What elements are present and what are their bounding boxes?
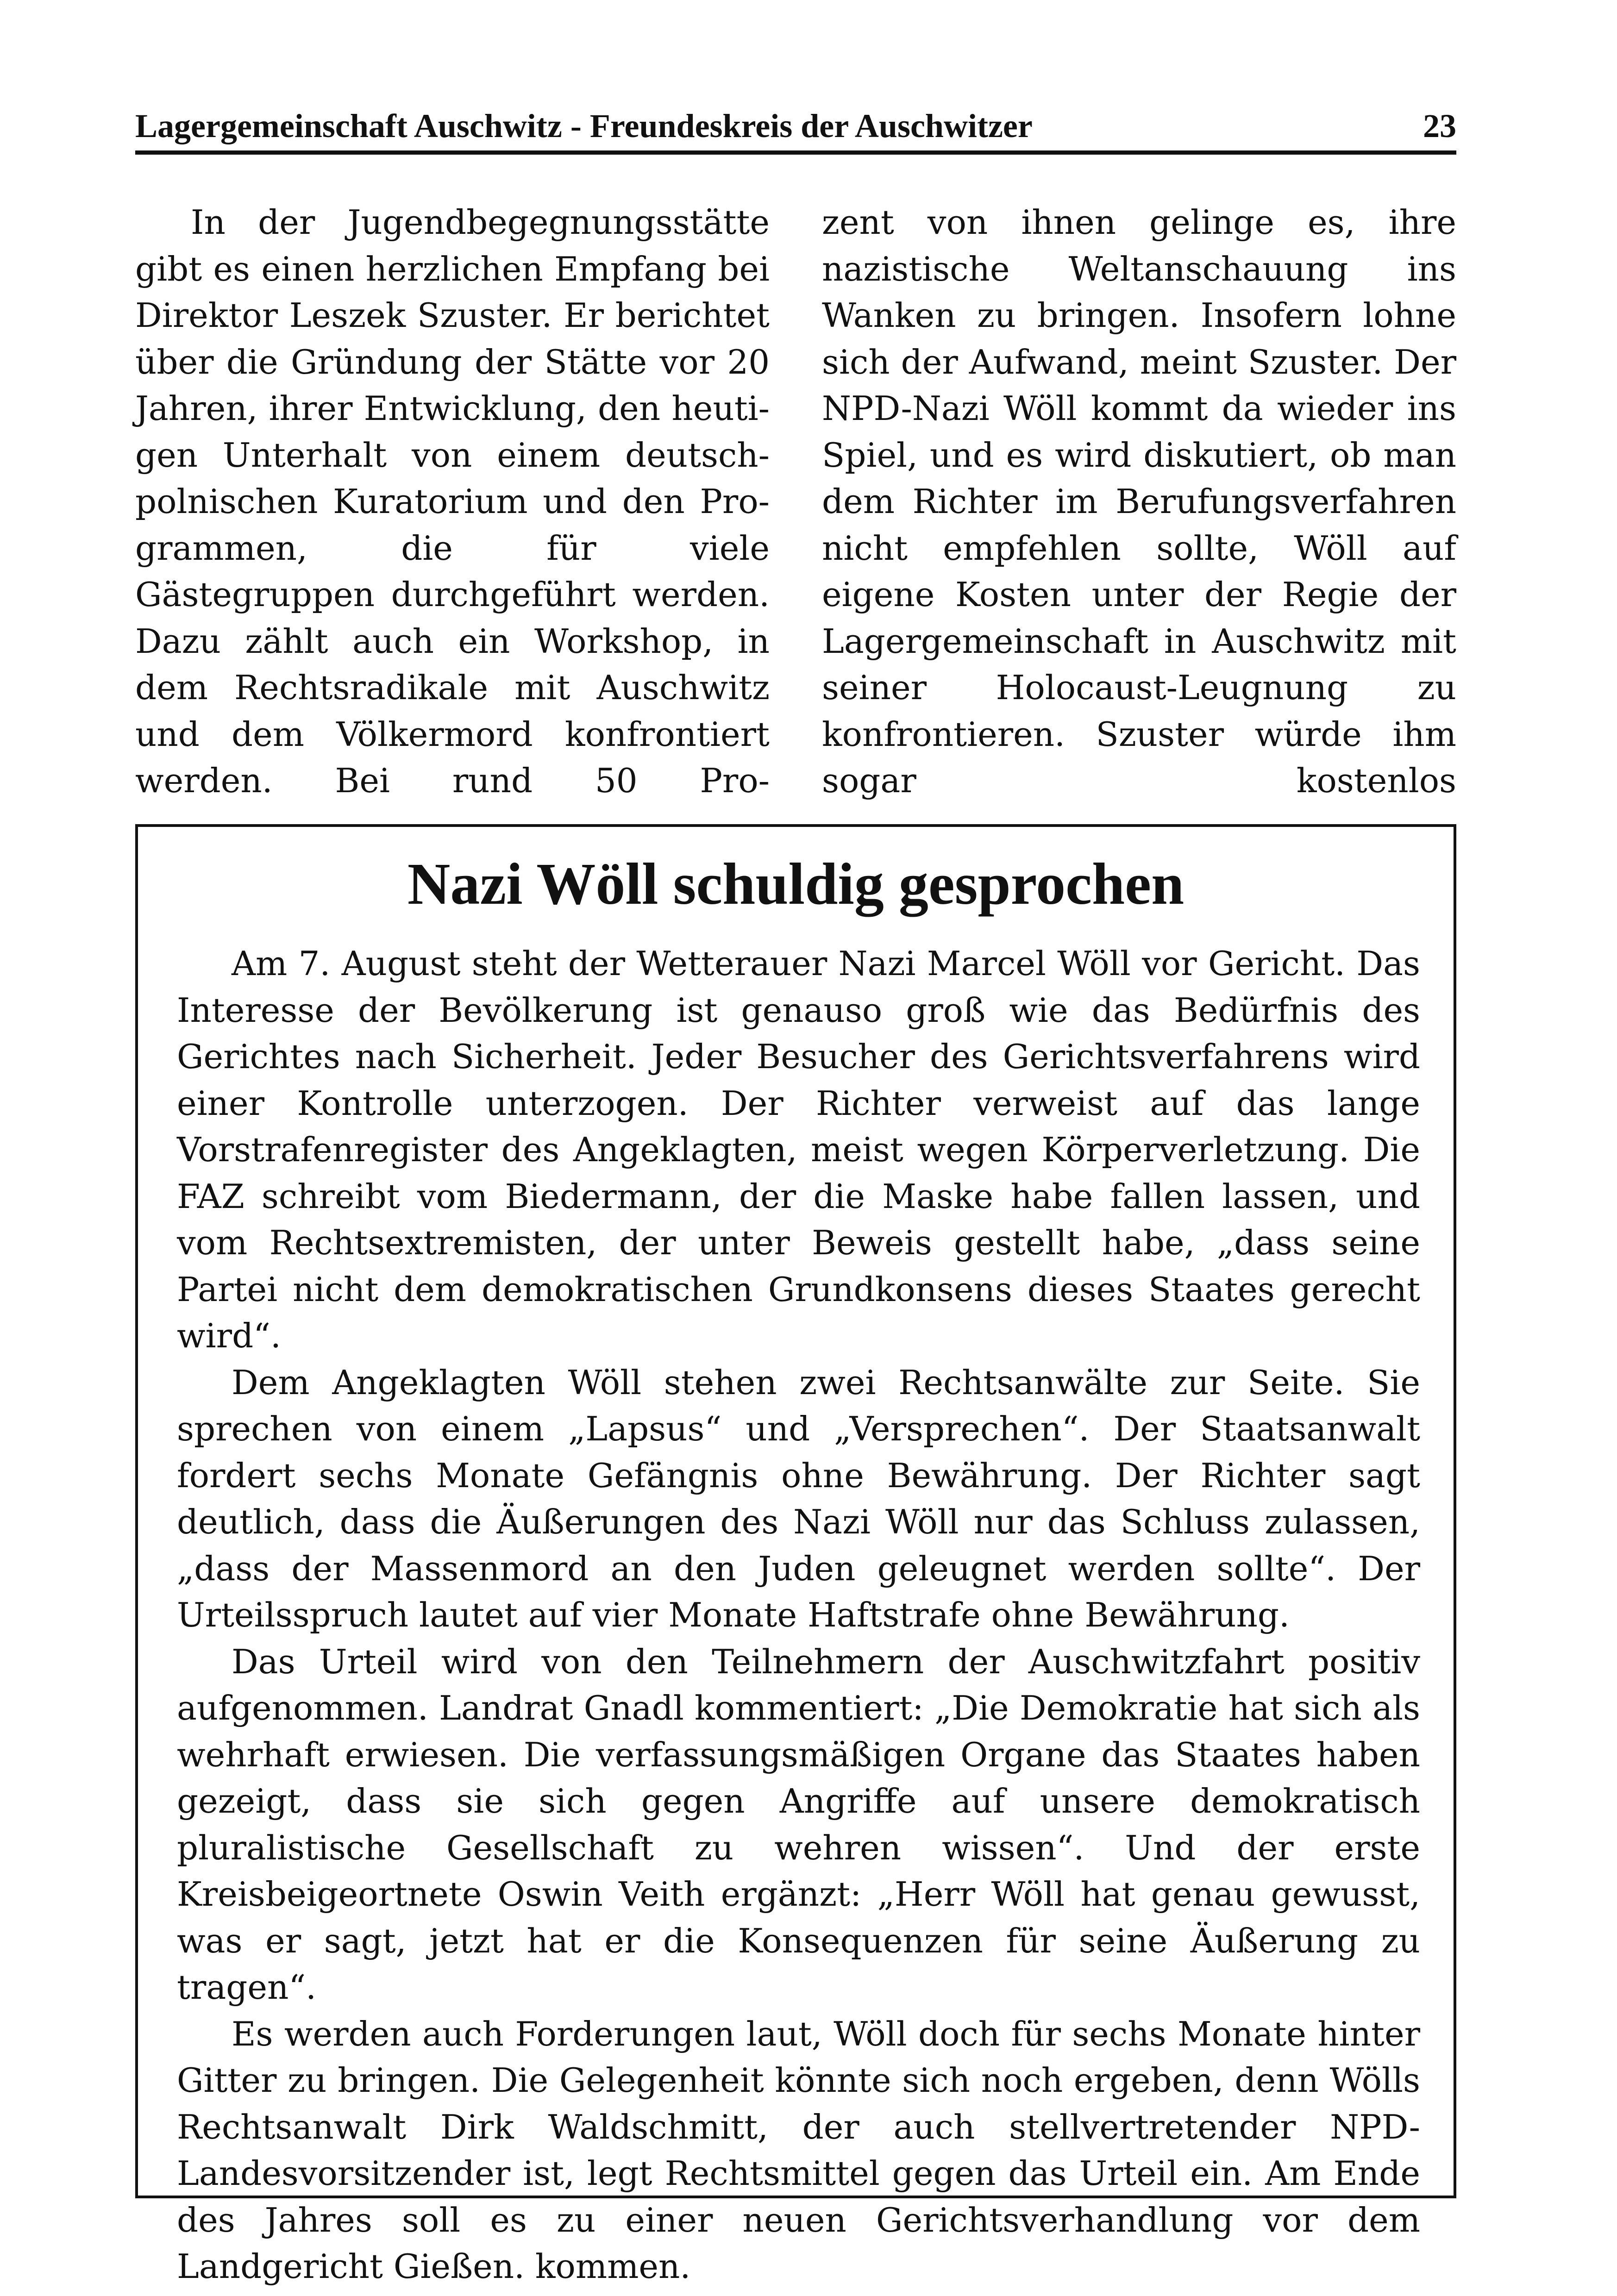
article-box <box>135 824 1456 2286</box>
article-paragraph: Dem Angeklagten Wöll stehen zwei Rechtsanwälte zur Seite. Sie sprechen von einem „Lapsus“ und „Versprechen“. Der Staatsanwalt fordert sechs Monate Gefängnis ohne Bewährung. Der Richter sagt deutlich, dass die Äußerungen des Nazi Wöll nur das Schluss zulassen, „dass der Massenmord an den Juden geleugnet werden sollte“. Der Urteilsspruch lautet auf vier Monate Haftstrafe ohne Bewährung. <box>177 1363 1420 1634</box>
text-column-left <box>135 199 770 804</box>
page-header <box>135 100 1456 155</box>
article-title: Nazi Wöll schuldig gesprochen <box>407 851 1185 917</box>
column-paragraph: In der Jugendbegegnungsstätte gibt es einen herzlichen Empfang bei Direktor Leszek Szuster. Er berichtet über die Gründung der Stätte vor 20 Jahren, ihrer Entwicklung, den heutigen Unterhalt von einem deutsch-polnischen Kuratorium und den Programmen, die für viele Gästegruppen durchgeführt werden. Dazu zählt auch ein Workshop, in dem Rechtsradikale mit Auschwitz und dem Völkermord konfrontiert werden. Bei rund 50 Pro- <box>135 203 770 800</box>
running-header-title: Lagergemeinschaft Auschwitz - Freundeskreis der Auschwitzer <box>135 107 1033 144</box>
article-paragraph: Das Urteil wird von den Teilnehmern der Auschwitzfahrt positiv aufgenommen. Landrat Gnadl kommentiert: „Die Demokratie hat sich als wehrhaft erwiesen. Die verfassungsmäßigen Organe das Staates haben gezeigt, dass sie sich gegen Angriffe auf unsere demokratisch pluralistische Gesellschaft zu wehren wissen“. Und der erste Kreisbeigeortnete Oswin Veith ergänzt: „Herr Wöll hat genau gewusst, was er sagt, jetzt hat er die Konsequenzen für seine Äußerung zu tragen“. <box>177 1642 1420 2007</box>
article-paragraph: Am 7. August steht der Wetterauer Nazi Marcel Wöll vor Gericht. Das Interesse der Bevölkerung ist genauso groß wie das Bedürfnis des Gerichtes nach Sicherheit. Jeder Besucher des Gerichtsverfahrens wird einer Kontrolle unterzogen. Der Richter verweist auf das lange Vorstrafenregister des Angeklagten, meist wegen Körperverletzung. Die FAZ schreibt vom Biedermann, der die Maske habe fallen lassen, und vom Rechtsextremisten, der unter Beweis gestellt habe, „dass seine Partei nicht dem demokratischen Grundkonsens dieses Staates gerecht wird“. <box>177 944 1420 1355</box>
text-column-right <box>822 199 1456 804</box>
article-body <box>177 940 1420 2290</box>
page-number: 23 <box>1423 107 1456 144</box>
column-paragraph: zent von ihnen gelinge es, ihre nazistische Weltanschauung ins Wanken zu bringen. Insofern lohne sich der Aufwand, meint Szuster. Der NPD-Nazi Wöll kommt da wieder ins Spiel, und es wird diskutiert, ob man dem Richter im Berufungsverfahren nicht empfehlen sollte, Wöll auf eigene Kosten unter der Regie der Lagergemeinschaft in Auschwitz mit seiner Holocaust-Leugnung zu konfrontieren. Szuster würde ihm sogar kostenlos <box>822 203 1456 800</box>
article-paragraph: Es werden auch Forderungen laut, Wöll doch für sechs Monate hinter Gitter zu bringen. Die Gelegenheit könnte sich noch ergeben, denn Wölls Rechtsanwalt Dirk Waldschmitt, der auch stellvertretender NPD-Landesvorsitzender ist, legt Rechtsmittel gegen das Urteil ein. Am Ende des Jahres soll es zu einer neuen Gerichtsverhandlung vor dem Landgericht Gießen. kommen. <box>177 2014 1420 2286</box>
